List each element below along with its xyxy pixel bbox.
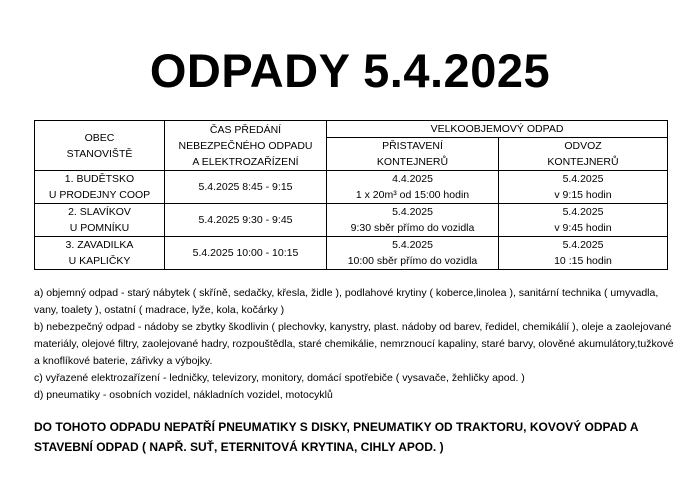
note-tyres: d) pneumatiky - osobních vozidel, nákladních vozidel, motocyklů bbox=[34, 389, 333, 401]
cell-text: 5.4.2025 bbox=[562, 239, 604, 251]
cell-hazardous-time: 5.4.2025 8:45 - 9:15 bbox=[165, 171, 327, 204]
cell-hazardous-time: 5.4.2025 10:00 - 10:15 bbox=[165, 237, 327, 270]
cell-text: 5.4.2025 bbox=[392, 206, 433, 218]
note-electronics: c) vyřazené elektrozařízení - ledničky, televizory, monitory, domácí spotřebiče ( vysavače, žehličky apod. ) bbox=[34, 372, 525, 384]
cell-text: 3. ZAVADILKA bbox=[65, 239, 134, 251]
header-text: KONTEJNERŮ bbox=[547, 156, 619, 168]
cell-pickup bbox=[499, 204, 668, 237]
cell-text: 5.4.2025 bbox=[562, 206, 604, 218]
header-text: ČAS PŘEDÁNÍ bbox=[209, 123, 282, 136]
table-row bbox=[35, 204, 668, 237]
cell-text: 10 :15 hodin bbox=[554, 255, 612, 267]
cell-text: 2. SLAVÍKOV bbox=[68, 206, 131, 218]
cell-text: v 9:45 hodin bbox=[554, 222, 612, 234]
header-text: STANOVIŠTĚ bbox=[66, 147, 133, 160]
header-bulky-group: VELKOOBJEMOVÝ ODPAD bbox=[327, 121, 668, 138]
header-text: A ELEKTROZAŘÍZENÍ bbox=[192, 155, 299, 168]
header-delivery bbox=[327, 138, 499, 171]
cell-text: 10:00 sběr přímo do vozidla bbox=[347, 255, 478, 267]
cell-delivery bbox=[327, 171, 499, 204]
cell-text: 4.4.2025 bbox=[392, 173, 433, 185]
cell-hazardous-time: 5.4.2025 9:30 - 9:45 bbox=[165, 204, 327, 237]
cell-pickup bbox=[499, 237, 668, 270]
header-pickup bbox=[499, 138, 668, 171]
cell-text: 5.4.2025 bbox=[392, 239, 433, 251]
cell-location bbox=[35, 237, 165, 270]
note-hazardous-waste: b) nebezpečný odpad - nádoby se zbytky škodlivin ( plechovky, kanystry, plast. nádoby od barev, ředidel, chemikálií ), oleje a zaolejované materiály, olejové filtry, zaolejované hadry, rozpouštědla, staré chemikálie, nemrznoucí kapaliny, staré barvy, olověné akumulátory,tužkové a knoflíkové baterie, zářivky a výbojky. bbox=[34, 321, 674, 367]
cell-text: U POMNÍKU bbox=[69, 222, 130, 234]
cell-pickup bbox=[499, 171, 668, 204]
header-text: KONTEJNERŮ bbox=[376, 156, 449, 168]
cell-text: U KAPLIČKY bbox=[68, 255, 131, 267]
waste-categories bbox=[34, 285, 674, 404]
cell-location bbox=[35, 204, 165, 237]
cell-text: 5.4.2025 bbox=[562, 173, 604, 185]
cell-text: 9:30 sběr přímo do vozidla bbox=[350, 222, 475, 234]
cell-delivery bbox=[327, 204, 499, 237]
cell-delivery bbox=[327, 237, 499, 270]
header-text: PŘISTAVENÍ bbox=[382, 140, 443, 152]
table-header-row bbox=[35, 121, 668, 138]
cell-location bbox=[35, 171, 165, 204]
note-bulky-waste: a) objemný odpad - starý nábytek ( skříně, sedačky, křesla, židle ), podlahové krytiny ( koberce,linolea ), sanitární technika ( umyvadla, vany, toalety ), ostatní ( madrace, lyže, kola, kočárky ) bbox=[34, 287, 659, 316]
exclusion-warning: DO TOHOTO ODPADU NEPATŘÍ PNEUMATIKY S DISKY, PNEUMATIKY OD TRAKTORU, KOVOVÝ ODPAD A STAVEBNÍ ODPAD ( NAPŘ. SUŤ, ETERNITOVÁ KRYTINA, CIHLY APOD. ) bbox=[34, 420, 639, 454]
header-location bbox=[35, 121, 165, 171]
cell-text: v 9:15 hodin bbox=[554, 189, 612, 201]
table-row bbox=[35, 237, 668, 270]
header-text: OBEC bbox=[84, 131, 115, 144]
header-text: NEBEZPEČNÉHO ODPADU bbox=[178, 139, 313, 152]
header-hazardous-time bbox=[165, 121, 327, 171]
header-text: ODVOZ bbox=[564, 140, 602, 152]
page-title: ODPADY 5.4.2025 bbox=[149, 44, 551, 97]
cell-text: U PRODEJNY COOP bbox=[48, 189, 151, 201]
table-row bbox=[35, 171, 668, 204]
schedule-table bbox=[34, 120, 668, 270]
cell-text: 1. BUDĚTSKO bbox=[64, 173, 135, 185]
cell-text: 1 x 20m³ od 15:00 hodin bbox=[355, 189, 470, 201]
